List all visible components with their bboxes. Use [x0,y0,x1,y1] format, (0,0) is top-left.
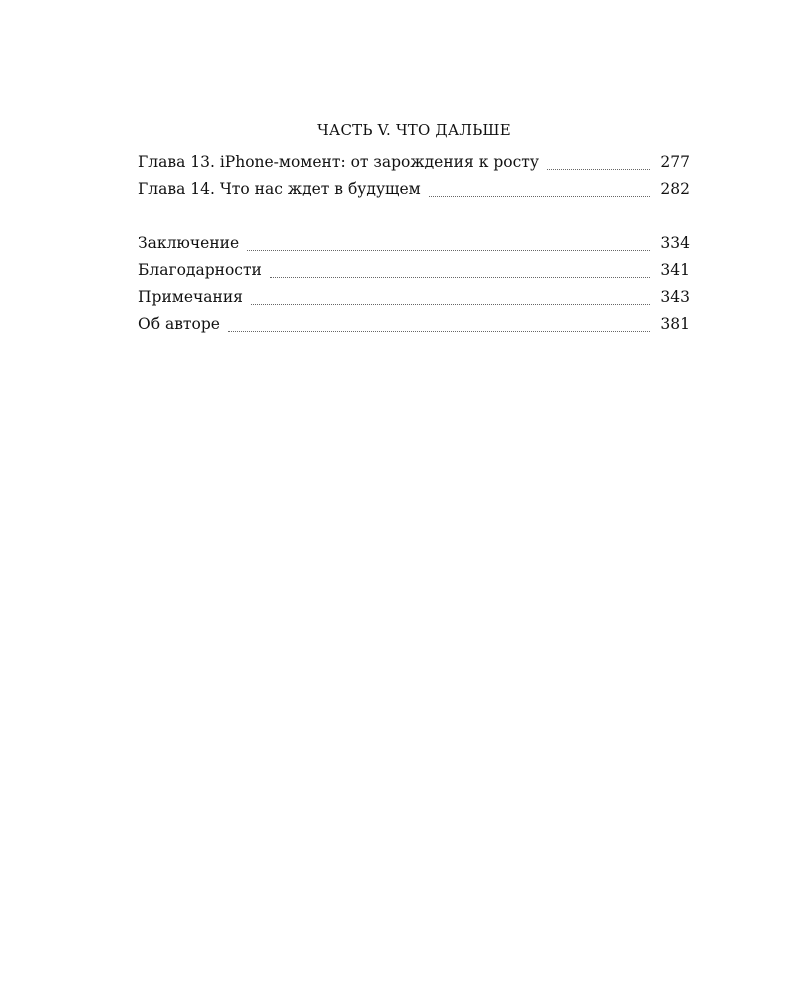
toc-entry-page-number: 282 [660,180,690,198]
part-heading: ЧАСТЬ V. ЧТО ДАЛЬШЕ [317,121,511,139]
toc-entry-title: Об авторе [138,315,220,333]
toc-entry-notes [138,284,690,311]
dot-leader [547,161,650,170]
toc-entry-chapter-13 [138,149,690,176]
section-spacer [138,203,690,230]
toc-entry-page-number: 381 [660,315,690,333]
toc-entry-acknowledgements [138,257,690,284]
toc-entry-title: Глава 14. Что нас ждет в будущем [138,180,421,198]
toc-entry-about-author [138,311,690,338]
toc-entry-page-number: 277 [660,153,690,171]
table-of-contents [138,120,690,338]
dot-leader [251,296,650,305]
dot-leader [270,269,651,278]
dot-leader [228,323,650,332]
dot-leader [429,188,651,197]
toc-entry-title: Заключение [138,234,240,252]
toc-entry-chapter-14 [138,176,690,203]
toc-entry-title: Примечания [138,288,243,306]
toc-entry-title: Благодарности [138,261,262,279]
toc-entry-conclusion [138,230,690,257]
dot-leader [247,242,650,251]
toc-entry-page-number: 341 [660,261,690,279]
toc-entry-title: Глава 13. iPhone-момент: от зарождения к росту [138,153,539,171]
toc-entry-page-number: 343 [660,288,690,306]
toc-entry-page-number: 334 [660,234,690,252]
